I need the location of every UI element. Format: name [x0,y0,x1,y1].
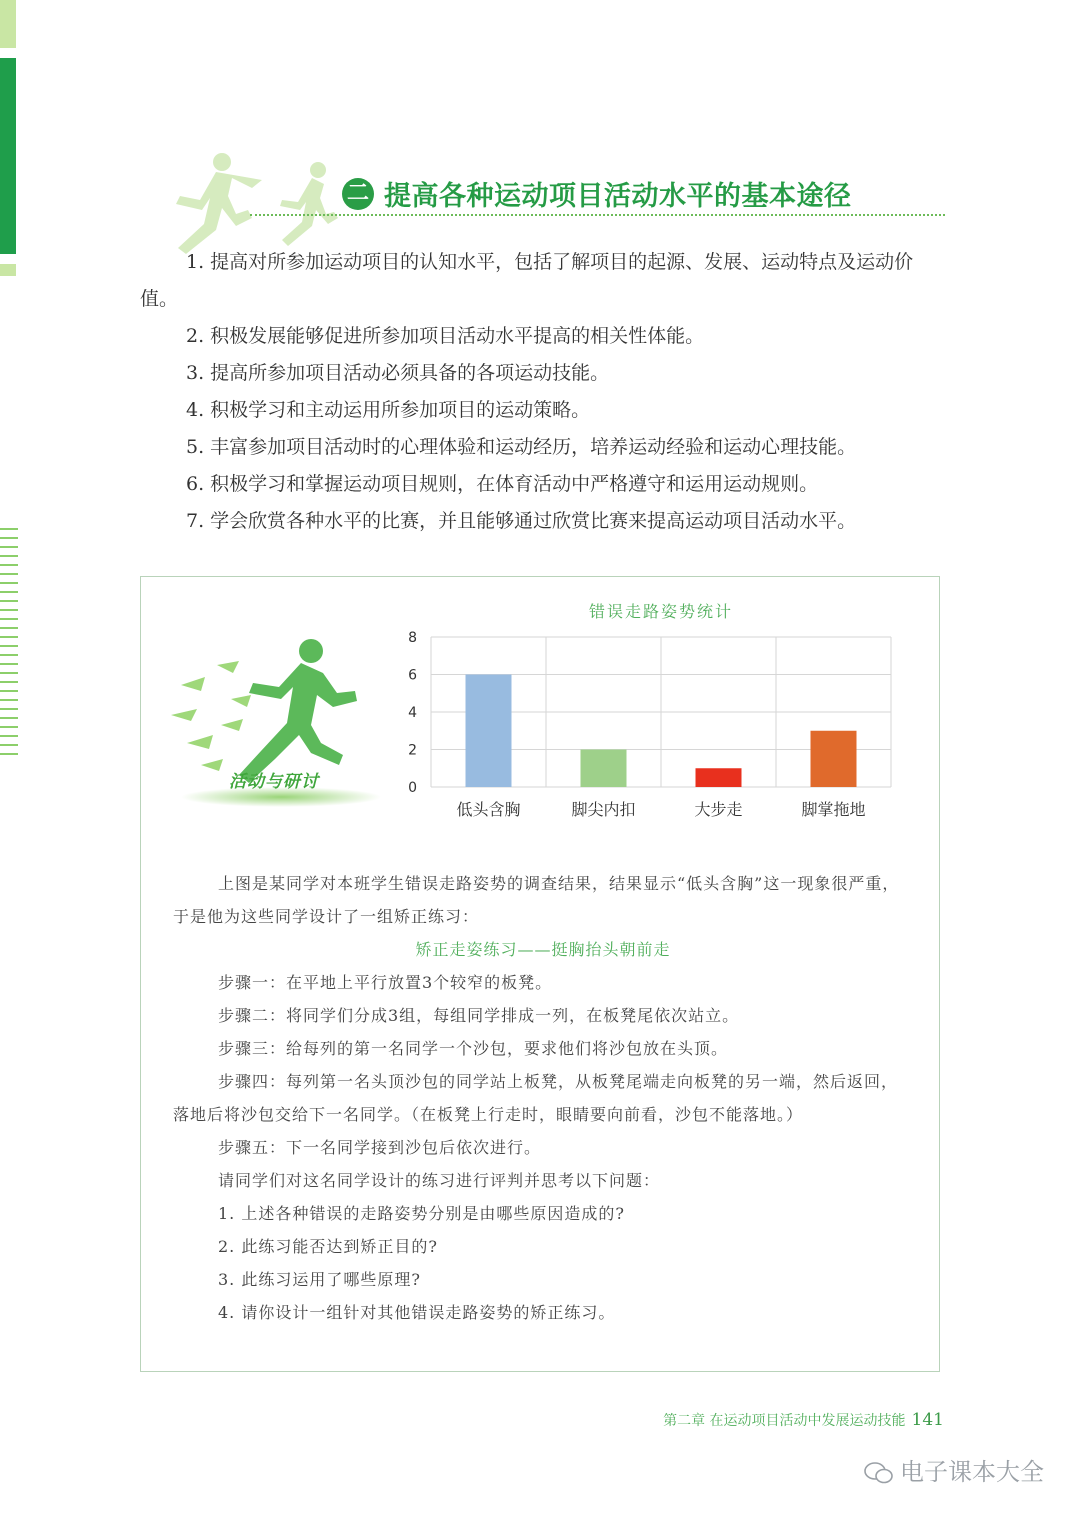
page-footer [663,1410,944,1430]
bar [811,731,857,787]
y-tick-label: 4 [408,705,417,721]
section-number-badge: 二 [342,178,374,210]
watermark-text: 电子课本大全 [900,1458,1044,1486]
wechat-icon [864,1462,894,1484]
heading-dotted-rule [250,214,945,216]
top-accent-bar [0,0,16,48]
y-tick-label: 6 [408,667,417,684]
step-item: 步骤三：给每列的第一名同学一个沙包，要求他们将沙包放在头顶。 [218,1039,729,1058]
y-tick-label: 2 [408,742,417,759]
list-item: 5. 丰富参加项目活动时的心理体验和运动经历，培养运动经验和运动心理技能。 [186,436,857,458]
intro-paragraph: 上图是某同学对本班学生错误走路姿势的调查结果，结果显示“低头含胸”这一现象很严重，于是他为这些同学设计了一组矫正练习： [173,874,900,926]
question-item: 1. 上述各种错误的走路姿势分别是由哪些原因造成的? [218,1204,625,1223]
chapter-title: 第二章 在运动项目活动中发展运动技能 [663,1413,906,1429]
step-item: 步骤二：将同学们分成3组，每组同学排成一列，在板凳尾依次站立。 [218,1006,740,1025]
section-header [140,148,945,258]
bar [581,750,627,788]
page-number: 141 [911,1410,944,1430]
list-item: 7. 学会欣赏各种水平的比赛，并且能够通过欣赏比赛来提高运动项目活动水平。 [186,510,857,532]
runners-decoration-icon [140,148,340,258]
pathway-list [140,244,945,540]
activity-badge: 活动与研讨 [229,772,319,792]
side-accent-bar [0,58,16,254]
side-stripe-decoration [0,528,18,758]
question-item: 2. 此练习能否达到矫正目的? [218,1237,438,1256]
bar-chart [381,587,901,837]
step-item: 步骤五：下一名同学接到沙包后依次进行。 [218,1138,542,1157]
x-tick-label: 脚尖内扣 [571,800,636,819]
question-prompt: 请同学们对这名同学设计的练习进行评判并思考以下问题： [218,1171,661,1190]
list-item: 6. 积极学习和掌握运动项目规则，在体育活动中严格遵守和运用运动规则。 [186,473,819,495]
y-tick-label: 8 [408,630,417,646]
activity-text [173,867,913,1329]
side-accent-bar-small [0,264,16,276]
bar [466,675,512,788]
x-tick-label: 脚掌拖地 [801,800,866,819]
watermark [864,1452,1044,1487]
y-tick-label: 0 [408,780,417,796]
list-item: 3. 提高所参加项目活动必须具备的各项运动技能。 [186,362,610,384]
question-item: 3. 此练习运用了哪些原理? [218,1270,421,1289]
section-title: 提高各种运动项目活动水平的基本途径 [384,181,852,212]
question-item: 4. 请你设计一组针对其他错误走路姿势的矫正练习。 [218,1303,616,1322]
list-item: 1. 提高对所参加运动项目的认知水平，包括了解项目的起源、发展、运动特点及运动价值。 [140,251,914,310]
list-item: 2. 积极发展能够促进所参加项目活动水平提高的相关性体能。 [186,325,705,347]
step-item: 步骤一：在平地上平行放置3个较窄的板凳。 [218,973,553,992]
chart-title: 错误走路姿势统计 [588,602,734,621]
x-tick-label: 大步走 [694,800,743,819]
step-item: 步骤四：每列第一名头顶沙包的同学站上板凳，从板凳尾端走向板凳的另一端，然后返回，落地后将沙包交给下一名同学。（在板凳上行走时，眼睛要向前看，沙包不能落地。） [173,1072,899,1124]
activity-box [140,576,940,1372]
exercise-title: 矫正走姿练习——挺胸抬头朝前走 [415,940,671,959]
x-tick-label: 低头含胸 [456,800,521,819]
bar [696,768,742,787]
list-item: 4. 积极学习和主动运用所参加项目的运动策略。 [186,399,591,421]
